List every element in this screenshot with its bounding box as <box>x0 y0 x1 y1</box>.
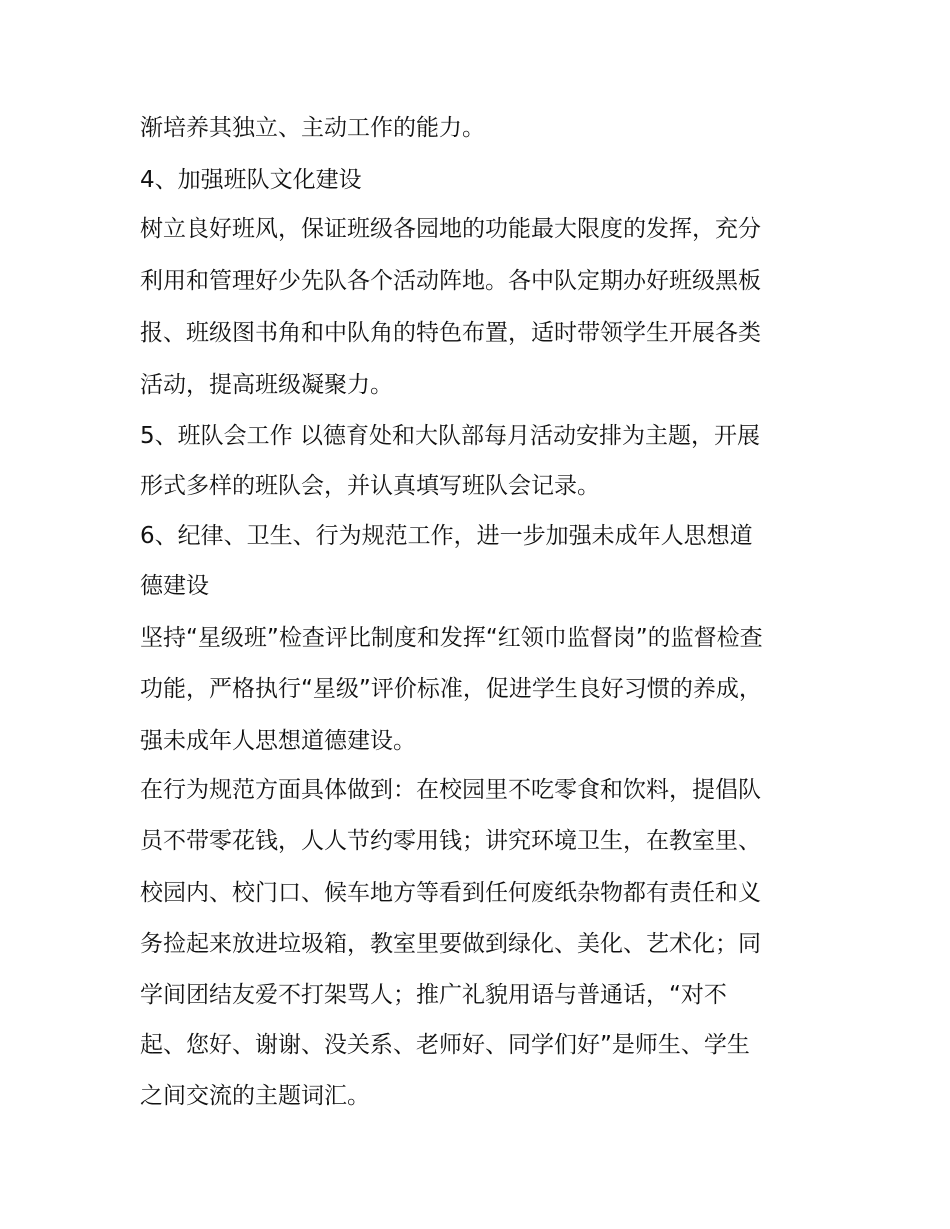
section-heading: 5、班队会工作 以德育处和大队部每月活动安排为主题，开展 <box>140 423 760 449</box>
paragraph-line: 利用和管理好少先队各个活动阵地。各中队定期办好班级黑板 <box>140 268 761 294</box>
paragraph-line: 在行为规范方面具体做到：在校园里不吃零食和饮料，提倡队 <box>140 777 761 803</box>
paragraph-line: 活动，提高班级凝聚力。 <box>140 372 393 398</box>
paragraph-line: 树立良好班风，保证班级各园地的功能最大限度的发挥，充分 <box>140 216 761 242</box>
paragraph-line: 学间团结友爱不打架骂人；推广礼貌用语与普通话，“对不 <box>140 982 727 1008</box>
paragraph-line: 坚持“星级班”检查评比制度和发挥“红领巾监督岗”的监督检查 <box>140 625 763 651</box>
section-heading: 6、纪律、卫生、行为规范工作，进一步加强未成年人思想道 <box>140 523 753 549</box>
paragraph-line: 务捡起来放进垃圾箱，教室里要做到绿化、美化、艺术化；同 <box>140 931 761 957</box>
paragraph-line: 起、您好、谢谢、没关系、老师好、同学们好”是师生、学生 <box>140 1032 750 1058</box>
section-heading: 德建设 <box>140 573 209 599</box>
paragraph-line: 报、班级图书角和中队角的特色布置，适时带领学生开展各类 <box>140 320 761 346</box>
paragraph-line: 形式多样的班队会，并认真填写班队会记录。 <box>140 473 600 499</box>
paragraph-line: 渐培养其独立、主动工作的能力。 <box>140 115 485 141</box>
paragraph-line: 员不带零花钱，人人节约零用钱；讲究环境卫生，在教室里、 <box>140 828 761 854</box>
paragraph-line: 强未成年人思想道德建设。 <box>140 728 416 754</box>
paragraph-line: 功能，严格执行“星级”评价标准，促进学生良好习惯的养成， <box>140 676 762 702</box>
paragraph-line: 校园内、校门口、候车地方等看到任何废纸杂物都有责任和义 <box>140 880 761 906</box>
section-heading: 4、加强班队文化建设 <box>140 167 362 193</box>
paragraph-line: 之间交流的主题词汇。 <box>140 1083 370 1109</box>
